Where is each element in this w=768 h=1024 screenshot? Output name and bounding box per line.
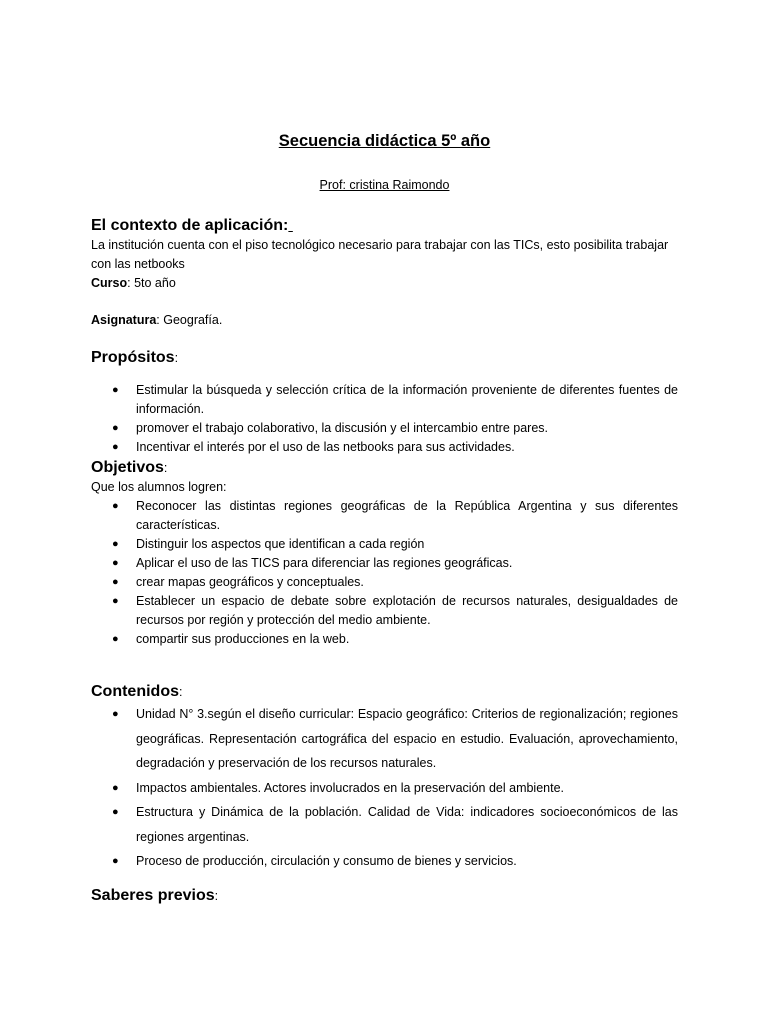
list-item-text: Estimular la búsqueda y selección crítica de la información proveniente de diferentes fuentes de información. — [136, 383, 678, 416]
heading-objetivos — [91, 458, 678, 478]
bullet-icon: ● — [112, 633, 119, 645]
heading-saberes-text: Saberes previos — [91, 886, 215, 904]
list-item — [91, 554, 678, 573]
list-item — [91, 800, 678, 849]
asignatura-label: Asignatura — [91, 313, 157, 327]
list-item-text: Establecer un espacio de debate sobre explotación de recursos naturales, desigualdades de recursos por región y protección del medio ambiente. — [136, 594, 678, 627]
asignatura-value: : Geografía. — [156, 313, 223, 327]
bullet-icon: ● — [112, 557, 119, 569]
list-item — [91, 849, 678, 874]
bullet-icon: ● — [112, 422, 119, 434]
heading-propositos-text: Propósitos — [91, 349, 175, 366]
list-item — [91, 535, 678, 554]
heading-saberes-colon: : — [214, 888, 219, 903]
bullet-icon: ● — [112, 855, 119, 867]
bullet-icon: ● — [112, 384, 119, 396]
bullet-icon: ● — [112, 538, 119, 550]
list-item — [91, 497, 678, 535]
bullet-icon: ● — [112, 500, 119, 512]
list-item-text: Incentivar el interés por el uso de las netbooks para sus actividades. — [136, 440, 515, 454]
heading-contenidos — [91, 682, 678, 702]
bullet-icon: ● — [112, 576, 119, 588]
list-item-text: crear mapas geográficos y conceptuales. — [136, 575, 364, 589]
heading-objetivos-colon: : — [163, 461, 168, 475]
curso-line — [91, 274, 678, 293]
heading-contenidos-colon: : — [179, 685, 183, 699]
heading-propositos-colon: : — [174, 351, 179, 365]
list-item — [91, 419, 678, 438]
list-item — [91, 702, 678, 776]
heading-objetivos-text: Objetivos — [91, 459, 164, 476]
list-item-text: Estructura y Dinámica de la población. Calidad de Vida: indicadores socioeconómicos de las regiones argentinas. — [136, 805, 678, 844]
curso-label: Curso — [91, 276, 128, 290]
bullet-icon: ● — [112, 806, 119, 818]
heading-saberes-previos — [91, 886, 678, 906]
contenidos-list — [91, 702, 678, 874]
list-item — [91, 776, 678, 801]
objetivos-intro: Que los alumnos logren: — [91, 480, 227, 494]
bullet-icon: ● — [112, 595, 119, 607]
bullet-icon: ● — [112, 708, 119, 720]
bullet-icon: ● — [112, 781, 119, 794]
curso-value: : 5to año — [127, 276, 176, 290]
heading-underline-space — [288, 217, 292, 234]
list-item-text: Proceso de producción, circulación y consumo de bienes y servicios. — [136, 854, 517, 868]
list-item — [91, 381, 678, 419]
document-title: Secuencia didáctica 5º año — [278, 132, 491, 150]
heading-contenidos-text: Contenidos — [91, 683, 179, 700]
list-item-text: Reconocer las distintas regiones geográficas de la República Argentina y sus diferentes características. — [136, 499, 678, 532]
list-item-text: promover el trabajo colaborativo, la discusión y el intercambio entre pares. — [136, 421, 549, 435]
list-item-text: compartir sus producciones en la web. — [136, 632, 350, 646]
heading-propositos — [91, 348, 678, 368]
list-item — [91, 592, 678, 630]
list-item — [91, 573, 678, 592]
heading-contexto-text: El contexto de aplicación: — [91, 217, 289, 234]
list-item-text: Aplicar el uso de las TICS para diferenciar las regiones geográficas. — [136, 556, 513, 570]
propositos-list — [91, 381, 678, 457]
objetivos-list — [91, 497, 678, 649]
list-item — [91, 438, 678, 457]
list-item-text: Unidad N° 3.según el diseño curricular: Espacio geográfico: Criterios de regionalización; regiones geográficas. Representación cartográfica del espacio en estudio. Evaluación, aprovechamiento, degradación y preservación de los recursos naturales. — [136, 707, 678, 770]
heading-contexto — [91, 216, 678, 236]
bullet-icon: ● — [112, 441, 119, 453]
list-item-text: Impactos ambientales. Actores involucrados en la preservación del ambiente. — [136, 780, 565, 795]
document-body — [91, 130, 678, 906]
list-item-text: Distinguir los aspectos que identifican a cada región — [136, 537, 425, 551]
list-item — [91, 630, 678, 649]
contexto-text: La institución cuenta con el piso tecnológico necesario para trabajar con las TICs, esto posibilita trabajar con las netbooks — [91, 238, 669, 271]
author-line: Prof: cristina Raimondo — [319, 178, 450, 192]
asignatura-line — [91, 311, 678, 330]
